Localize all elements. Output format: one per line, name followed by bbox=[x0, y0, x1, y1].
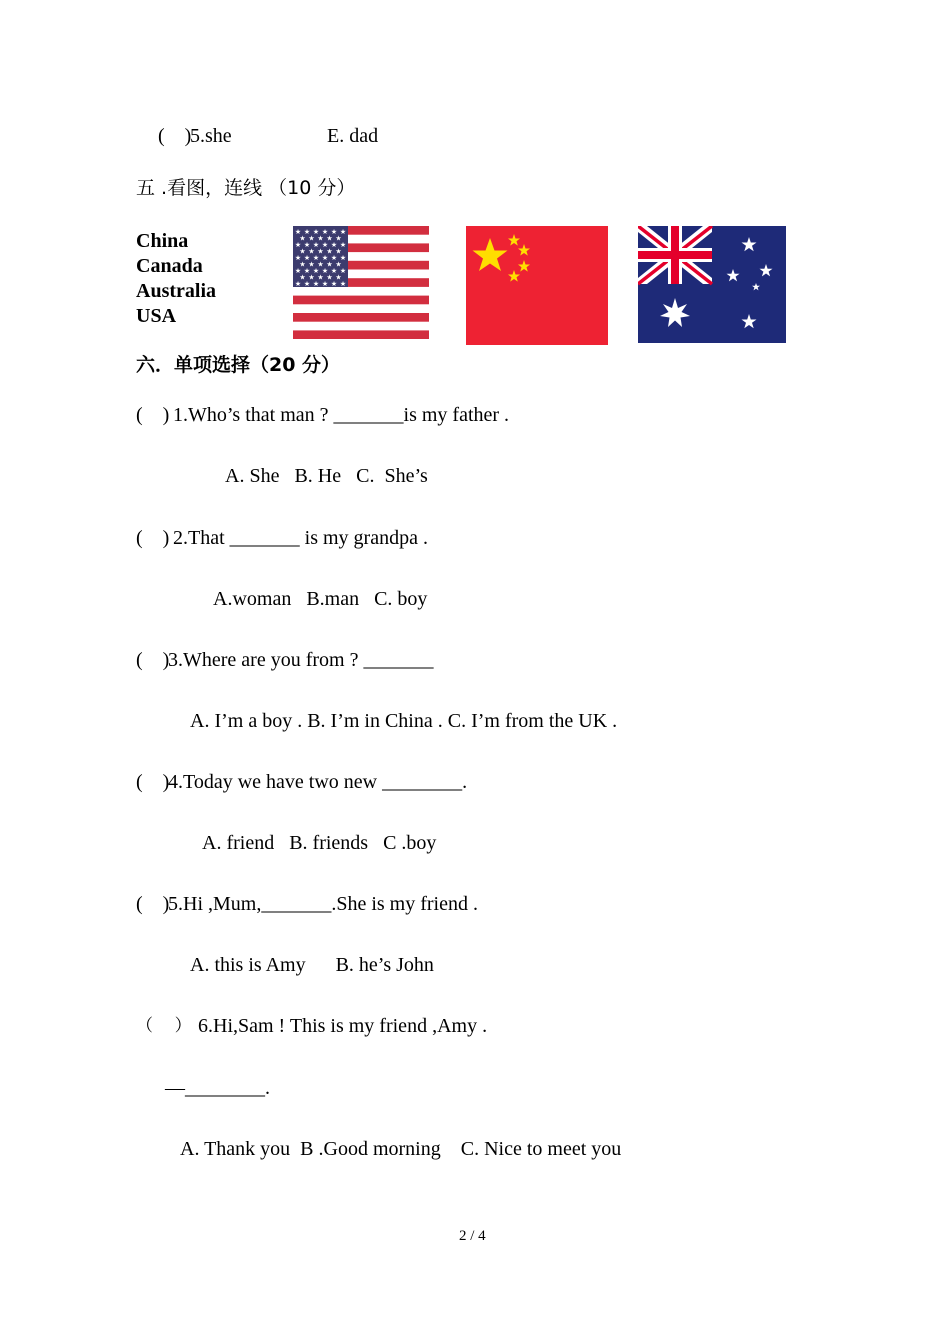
svg-text:★: ★ bbox=[339, 241, 347, 249]
svg-text:★: ★ bbox=[294, 254, 302, 262]
prev-paren: ( ) bbox=[158, 125, 192, 147]
svg-text:★: ★ bbox=[312, 267, 320, 275]
q4-paren: ( ) bbox=[136, 771, 170, 793]
svg-text:★: ★ bbox=[321, 267, 329, 275]
svg-text:★: ★ bbox=[321, 254, 329, 262]
australia-flag bbox=[638, 226, 786, 343]
svg-text:★: ★ bbox=[308, 247, 315, 256]
q1-options: A. She B. He C. She’s bbox=[225, 465, 428, 487]
q2-options: A.woman B.man C. boy bbox=[213, 588, 428, 610]
svg-text:★: ★ bbox=[299, 273, 306, 282]
svg-text:★: ★ bbox=[335, 273, 342, 282]
svg-text:★: ★ bbox=[330, 254, 338, 262]
prev-answer: E. dad bbox=[327, 125, 379, 147]
svg-text:★: ★ bbox=[308, 273, 315, 282]
svg-text:★: ★ bbox=[312, 228, 320, 236]
svg-text:★: ★ bbox=[326, 273, 333, 282]
country-china: China bbox=[136, 230, 189, 252]
svg-text:★: ★ bbox=[335, 260, 342, 269]
country-australia: Australia bbox=[136, 280, 216, 302]
section5-heading: 五 .看图，连线 （10 分） bbox=[136, 177, 356, 199]
q2-stem: 2.That _______ is my grandpa . bbox=[168, 527, 428, 549]
svg-text:★: ★ bbox=[308, 234, 315, 243]
svg-text:★: ★ bbox=[326, 260, 333, 269]
page-number: 2 / 4 bbox=[459, 1228, 486, 1244]
q4-options: A. friend B. friends C .boy bbox=[202, 832, 437, 854]
svg-text:★: ★ bbox=[330, 267, 338, 275]
svg-text:★: ★ bbox=[321, 228, 329, 236]
china-flag bbox=[466, 226, 608, 345]
svg-text:★: ★ bbox=[299, 234, 306, 243]
svg-text:★: ★ bbox=[317, 247, 324, 256]
q3-options: A. I’m a boy . B. I’m in China . C. I’m from the UK . bbox=[190, 710, 618, 732]
svg-text:★: ★ bbox=[330, 280, 338, 288]
svg-text:★: ★ bbox=[299, 260, 306, 269]
svg-text:★: ★ bbox=[303, 228, 311, 236]
usa-flag bbox=[293, 226, 429, 339]
svg-text:★: ★ bbox=[335, 234, 342, 243]
section6-heading: 六．单项选择（20 分） bbox=[136, 354, 341, 376]
country-canada: Canada bbox=[136, 255, 203, 277]
svg-text:★: ★ bbox=[317, 273, 324, 282]
q6-options: A. Thank you B .Good morning C. Nice to meet you bbox=[180, 1138, 622, 1160]
prev-question: 5.she bbox=[190, 125, 232, 147]
svg-text:★: ★ bbox=[294, 241, 302, 249]
svg-text:★: ★ bbox=[303, 267, 311, 275]
svg-text:★: ★ bbox=[321, 241, 329, 249]
svg-text:★: ★ bbox=[303, 280, 311, 288]
q6-reply: —________. bbox=[165, 1077, 270, 1099]
svg-text:★: ★ bbox=[339, 280, 347, 288]
svg-text:★: ★ bbox=[317, 260, 324, 269]
svg-text:★: ★ bbox=[330, 228, 338, 236]
svg-text:★: ★ bbox=[339, 254, 347, 262]
q6-stem: 6.Hi,Sam ! This is my friend ,Amy . bbox=[198, 1015, 488, 1037]
svg-text:★: ★ bbox=[299, 247, 306, 256]
svg-text:★: ★ bbox=[312, 241, 320, 249]
q5-paren: ( ) bbox=[136, 893, 170, 915]
svg-text:★: ★ bbox=[312, 254, 320, 262]
svg-text:★: ★ bbox=[294, 267, 302, 275]
q2-paren: ( ) bbox=[136, 527, 170, 549]
svg-text:★: ★ bbox=[335, 247, 342, 256]
q6-paren: （ ） bbox=[136, 1016, 192, 1036]
svg-text:★: ★ bbox=[339, 267, 347, 275]
q4-stem: 4.Today we have two new ________. bbox=[168, 771, 468, 793]
svg-text:★: ★ bbox=[294, 280, 302, 288]
svg-text:★: ★ bbox=[312, 280, 320, 288]
svg-text:★: ★ bbox=[308, 260, 315, 269]
q3-stem: 3.Where are you from ? _______ bbox=[168, 649, 434, 671]
svg-text:★: ★ bbox=[321, 280, 329, 288]
svg-text:★: ★ bbox=[303, 254, 311, 262]
svg-text:★: ★ bbox=[326, 234, 333, 243]
q5-options: A. this is Amy B. he’s John bbox=[190, 954, 434, 976]
svg-text:★: ★ bbox=[326, 247, 333, 256]
svg-text:★: ★ bbox=[339, 228, 347, 236]
svg-text:★: ★ bbox=[294, 228, 302, 236]
q5-stem: 5.Hi ,Mum,_______.She is my friend . bbox=[168, 893, 478, 915]
svg-text:★: ★ bbox=[317, 234, 324, 243]
q3-paren: ( ) bbox=[136, 649, 170, 671]
svg-text:★: ★ bbox=[330, 241, 338, 249]
country-usa: USA bbox=[136, 305, 177, 327]
svg-text:★: ★ bbox=[303, 241, 311, 249]
q1-stem: 1.Who’s that man ? _______is my father . bbox=[168, 404, 510, 426]
q1-paren: ( ) bbox=[136, 404, 170, 426]
